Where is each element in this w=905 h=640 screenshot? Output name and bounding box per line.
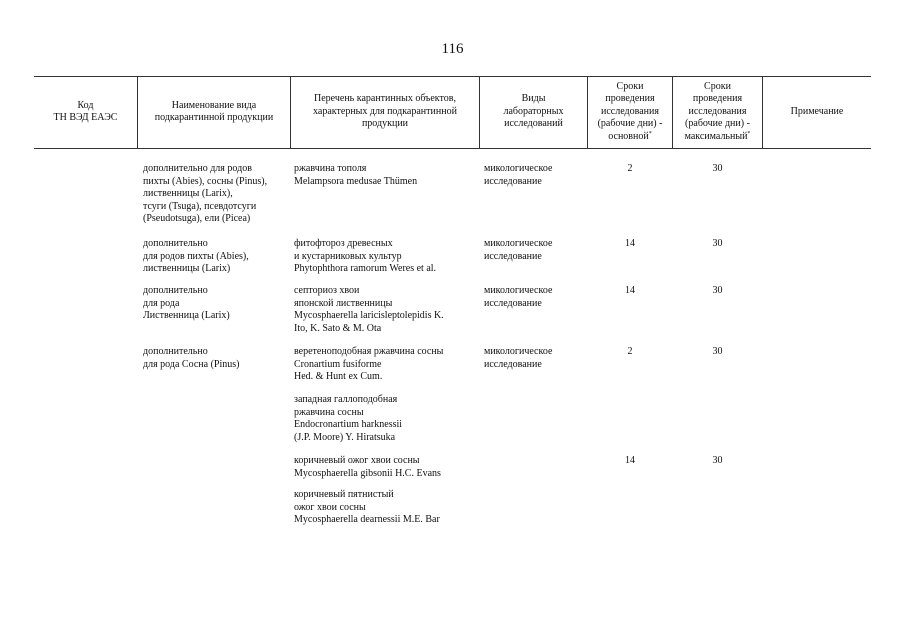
row4-object: веретеноподобная ржавчина сосны Cronartium fusiforme Hed. & Hunt ex Cum.	[294, 346, 444, 382]
row2-product: дополнительно для родов пихты (Abies), лиственницы (Larix)	[143, 238, 249, 274]
header-term-main	[588, 76, 672, 148]
header-term-main-wrap	[598, 81, 663, 144]
row3-term-main: 14	[625, 285, 635, 296]
header-product-text: Наименование вида подкарантинной продукции	[154, 99, 274, 123]
header-product	[138, 76, 290, 148]
row4-term-main: 2	[627, 346, 633, 357]
row2-term-main: 14	[625, 238, 635, 249]
row5-object: западная галлоподобная ржавчина сосны Endocronartium harknessii (J.P. Moore) Y. Hiratsuka	[294, 394, 403, 443]
row6-object: коричневый ожог хвои сосны Mycosphaerella gibsonii H.C. Evans	[294, 455, 441, 479]
header-term-max	[673, 76, 762, 148]
row1-study: микологическое исследование	[484, 163, 553, 187]
row1-product: дополнительно для родов пихты (Abies), сосны (Pinus), лиственницы (Larix), тсуги (Tsuga), псевдотсуги (Pseudotsuga), ели (Picea)	[143, 163, 268, 224]
row2-study: микологическое исследование	[484, 238, 553, 262]
row3-product: дополнительно для рода Лиственница (Larix)	[143, 285, 230, 321]
header-studies	[480, 76, 587, 148]
header-term-max-wrap	[685, 81, 751, 144]
row3-term-max: 30	[712, 285, 723, 296]
row6-term-main: 14	[625, 455, 635, 466]
row6-term-max: 30	[712, 455, 723, 466]
row1-term-max: 30	[712, 163, 723, 174]
page-number: 116	[441, 41, 464, 57]
header-studies-text: Виды лабораторных исследований	[503, 93, 564, 130]
footnote-mark: *	[747, 130, 751, 137]
header-term-main-text: Сроки проведения исследования (рабочие дни) - основной	[597, 80, 663, 142]
row7-object: коричневый пятнистый ожог хвои сосны Mycosphaerella dearnessii M.E. Bar	[294, 489, 440, 525]
header-code	[34, 76, 137, 148]
row1-object: ржавчина тополя Melampsora medusae Thümen	[294, 163, 418, 187]
row4-term-max: 30	[712, 346, 723, 357]
header-code-text: Код ТН ВЭД ЕАЭС	[53, 99, 118, 123]
header-objects-text: Перечень карантинных объектов, характерных для подкарантинной продукции	[313, 93, 457, 130]
header-note-text: Примечание	[790, 105, 844, 117]
row3-study: микологическое исследование	[484, 285, 553, 309]
row2-object: фитофтороз древесных и кустарниковых культур Phytophthora ramorum Weres et al.	[294, 238, 437, 274]
row3-object: септориоз хвои японской лиственницы Mycosphaerella laricisleptolepidis K. Ito, K. Sato & M. Ota	[294, 285, 444, 334]
header-objects	[291, 76, 479, 148]
header-note	[763, 76, 871, 148]
table-header-bottom-rule	[34, 148, 871, 149]
footnote-mark: *	[648, 130, 652, 137]
row2-term-max: 30	[712, 238, 723, 249]
row4-study: микологическое исследование	[484, 346, 553, 370]
header-term-max-text: Сроки проведения исследования (рабочие дни) - максимальный	[684, 80, 750, 142]
row4-product: дополнительно для рода Сосна (Pinus)	[143, 346, 240, 370]
row1-term-main: 2	[627, 163, 633, 174]
